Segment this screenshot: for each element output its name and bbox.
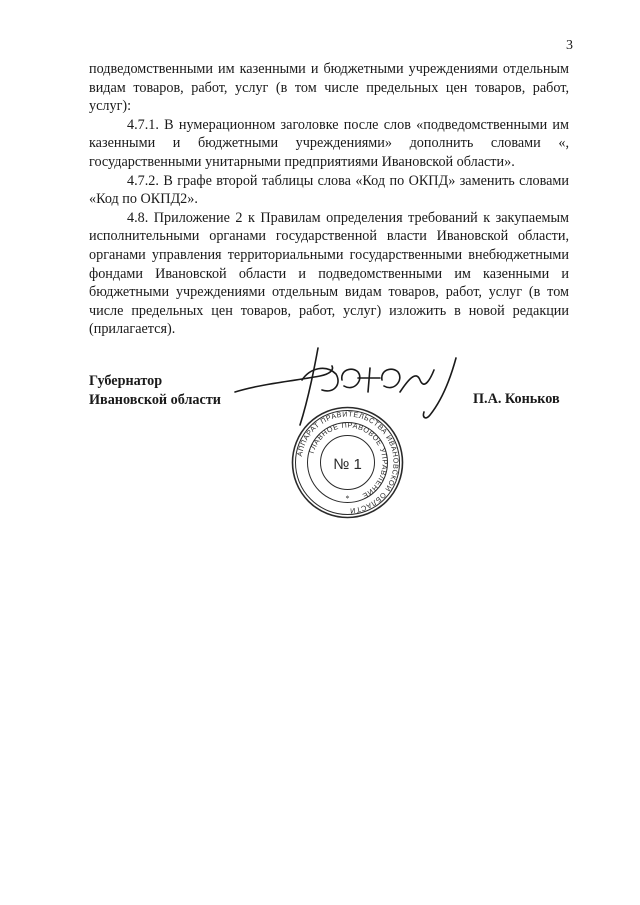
paragraph-continuation: подведомственными им казенными и бюджетными учреждениями отдельным видам товаров, работ, услуг (в том числе предельных цен товаров, работ, услуг):: [89, 61, 569, 115]
svg-text:ГЛАВНОЕ ПРАВОВОЕ УПРАВЛЕНИЕ: ГЛАВНОЕ ПРАВОВОЕ УПРАВЛЕНИЕ: [306, 420, 390, 501]
document-body: [89, 60, 569, 339]
page-number: 3: [566, 38, 573, 53]
paragraph-4-7-2: 4.7.2. В графе второй таблицы слова «Код по ОКПД» заменить словами «Код по ОКПД2».: [89, 172, 569, 208]
signatory-position-line1: Губернатор: [89, 373, 163, 389]
signatory-name: П.А. Коньков: [473, 391, 560, 407]
signatory-position: [89, 372, 221, 410]
signatory-position-line2: Ивановской области: [89, 392, 221, 408]
svg-text:*: *: [345, 494, 350, 503]
paragraph-4-7-1: 4.7.1. В нумерационном заголовке после слов «подведомственными им казенными и бюджетными учреждениями» дополнить словами «, государственными унитарными предприятиями Ивановской области».: [89, 116, 569, 170]
svg-text:АППАРАТ ПРАВИТЕЛЬСТВА ИВАНОВСК: АППАРАТ ПРАВИТЕЛЬСТВА ИВАНОВСКОЙ ОБЛАСТИ: [294, 409, 401, 516]
paragraph-4-8: 4.8. Приложение 2 к Правилам определения требований к закупаемым исполнительными органами государственной власти Ивановской области, органами управления территориальными государственными внебюджетными фондами Ивановской области и подведомственными им казенными и бюджетными учреждениями отдельным видам товаров, работ, услуг (в том числе предельных цен товаров, работ, услуг) изложить в новой редакции (прилагается).: [89, 209, 569, 338]
seal-number: № 1: [333, 456, 362, 473]
official-seal: [290, 405, 405, 520]
